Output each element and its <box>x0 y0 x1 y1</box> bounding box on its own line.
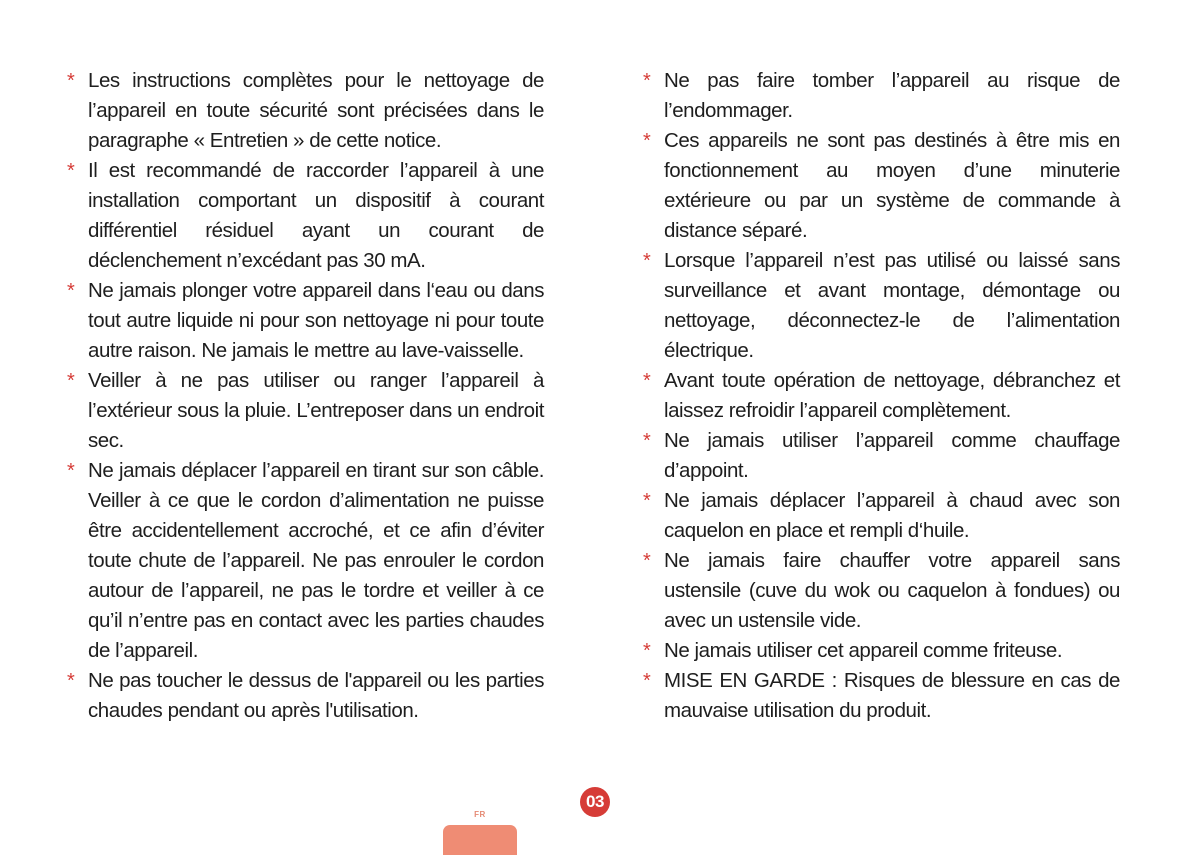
language-tab <box>443 825 517 855</box>
bullet-icon: * <box>67 370 75 392</box>
list-item <box>66 366 544 456</box>
list-item-text: Avant toute opération de nettoyage, débranchez et laissez refroidir l’appareil complètement. <box>664 369 1120 422</box>
bullet-icon: * <box>643 370 651 392</box>
bullet-icon: * <box>67 70 75 92</box>
list-item <box>642 246 1120 366</box>
list-item <box>642 546 1120 636</box>
bullet-icon: * <box>643 550 651 572</box>
list-item <box>642 66 1120 126</box>
bullet-icon: * <box>67 670 75 692</box>
list-item-text: Les instructions complètes pour le nettoyage de l’appareil en toute sécurité sont précisées dans le paragraphe « Entretien » de cette notice. <box>88 69 544 152</box>
list-item-text: Ne jamais déplacer l’appareil à chaud avec son caquelon en place et rempli d‘huile. <box>664 489 1120 542</box>
list-item-text: Veiller à ne pas utiliser ou ranger l’appareil à l’extérieur sous la pluie. L’entreposer dans un endroit sec. <box>88 369 544 452</box>
bullet-icon: * <box>643 250 651 272</box>
list-item <box>66 276 544 366</box>
bullet-icon: * <box>643 70 651 92</box>
list-item-text: Lorsque l’appareil n’est pas utilisé ou laissé sans surveillance et avant montage, démontage ou nettoyage, déconnectez-le de l’alimentation électrique. <box>664 249 1120 362</box>
list-item-text: MISE EN GARDE : Risques de blessure en cas de mauvaise utilisation du produit. <box>664 669 1120 722</box>
page-number-badge: 03 <box>580 787 610 817</box>
list-item <box>642 426 1120 486</box>
left-column <box>66 66 544 726</box>
list-item-text: Ne jamais utiliser cet appareil comme friteuse. <box>664 639 1063 662</box>
language-label: FR <box>474 810 486 819</box>
bullet-icon: * <box>643 640 651 662</box>
bullet-icon: * <box>643 670 651 692</box>
bullet-icon: * <box>67 460 75 482</box>
bullet-icon: * <box>643 490 651 512</box>
list-item <box>642 366 1120 426</box>
bullet-icon: * <box>643 130 651 152</box>
list-item <box>642 126 1120 246</box>
bullet-icon: * <box>67 280 75 302</box>
list-item-text: Ne jamais faire chauffer votre appareil sans ustensile (cuve du wok ou caquelon à fondues) ou avec un ustensile vide. <box>664 549 1120 632</box>
list-item <box>66 156 544 276</box>
list-item-text: Il est recommandé de raccorder l’appareil à une installation comportant un dispositif à courant différentiel résiduel ayant un courant de déclenchement n’excédant pas 30 mA. <box>88 159 544 272</box>
list-item <box>642 636 1120 666</box>
bullet-icon: * <box>643 430 651 452</box>
list-item-text: Ne pas toucher le dessus de l'appareil ou les parties chaudes pendant ou après l'utilisation. <box>88 669 544 722</box>
list-item <box>66 666 544 726</box>
list-item-text: Ces appareils ne sont pas destinés à être mis en fonctionnement au moyen d’une minuterie extérieure ou par un système de commande à distance séparé. <box>664 129 1120 242</box>
list-item <box>642 486 1120 546</box>
list-item-text: Ne pas faire tomber l’appareil au risque de l’endommager. <box>664 69 1120 122</box>
list-item-text: Ne jamais utiliser l’appareil comme chauffage d’appoint. <box>664 429 1120 482</box>
list-item-text: Ne jamais plonger votre appareil dans l‘eau ou dans tout autre liquide ni pour son nettoyage ni pour toute autre raison. Ne jamais le mettre au lave-vaisselle. <box>88 279 544 362</box>
bullet-icon: * <box>67 160 75 182</box>
list-item-text: Ne jamais déplacer l’appareil en tirant sur son câble. Veiller à ce que le cordon d’alimentation ne puisse être accidentellement accroché, et ce afin d’éviter toute chute de l’appareil. Ne pas enrouler le cordon autour de l’appareil, ne pas le tordre et veiller à ce qu’il n’entre pas en contact avec les parties chaudes de l’appareil. <box>88 459 544 662</box>
list-item <box>66 66 544 156</box>
list-item <box>66 456 544 666</box>
list-item <box>642 666 1120 726</box>
right-column <box>642 66 1120 726</box>
